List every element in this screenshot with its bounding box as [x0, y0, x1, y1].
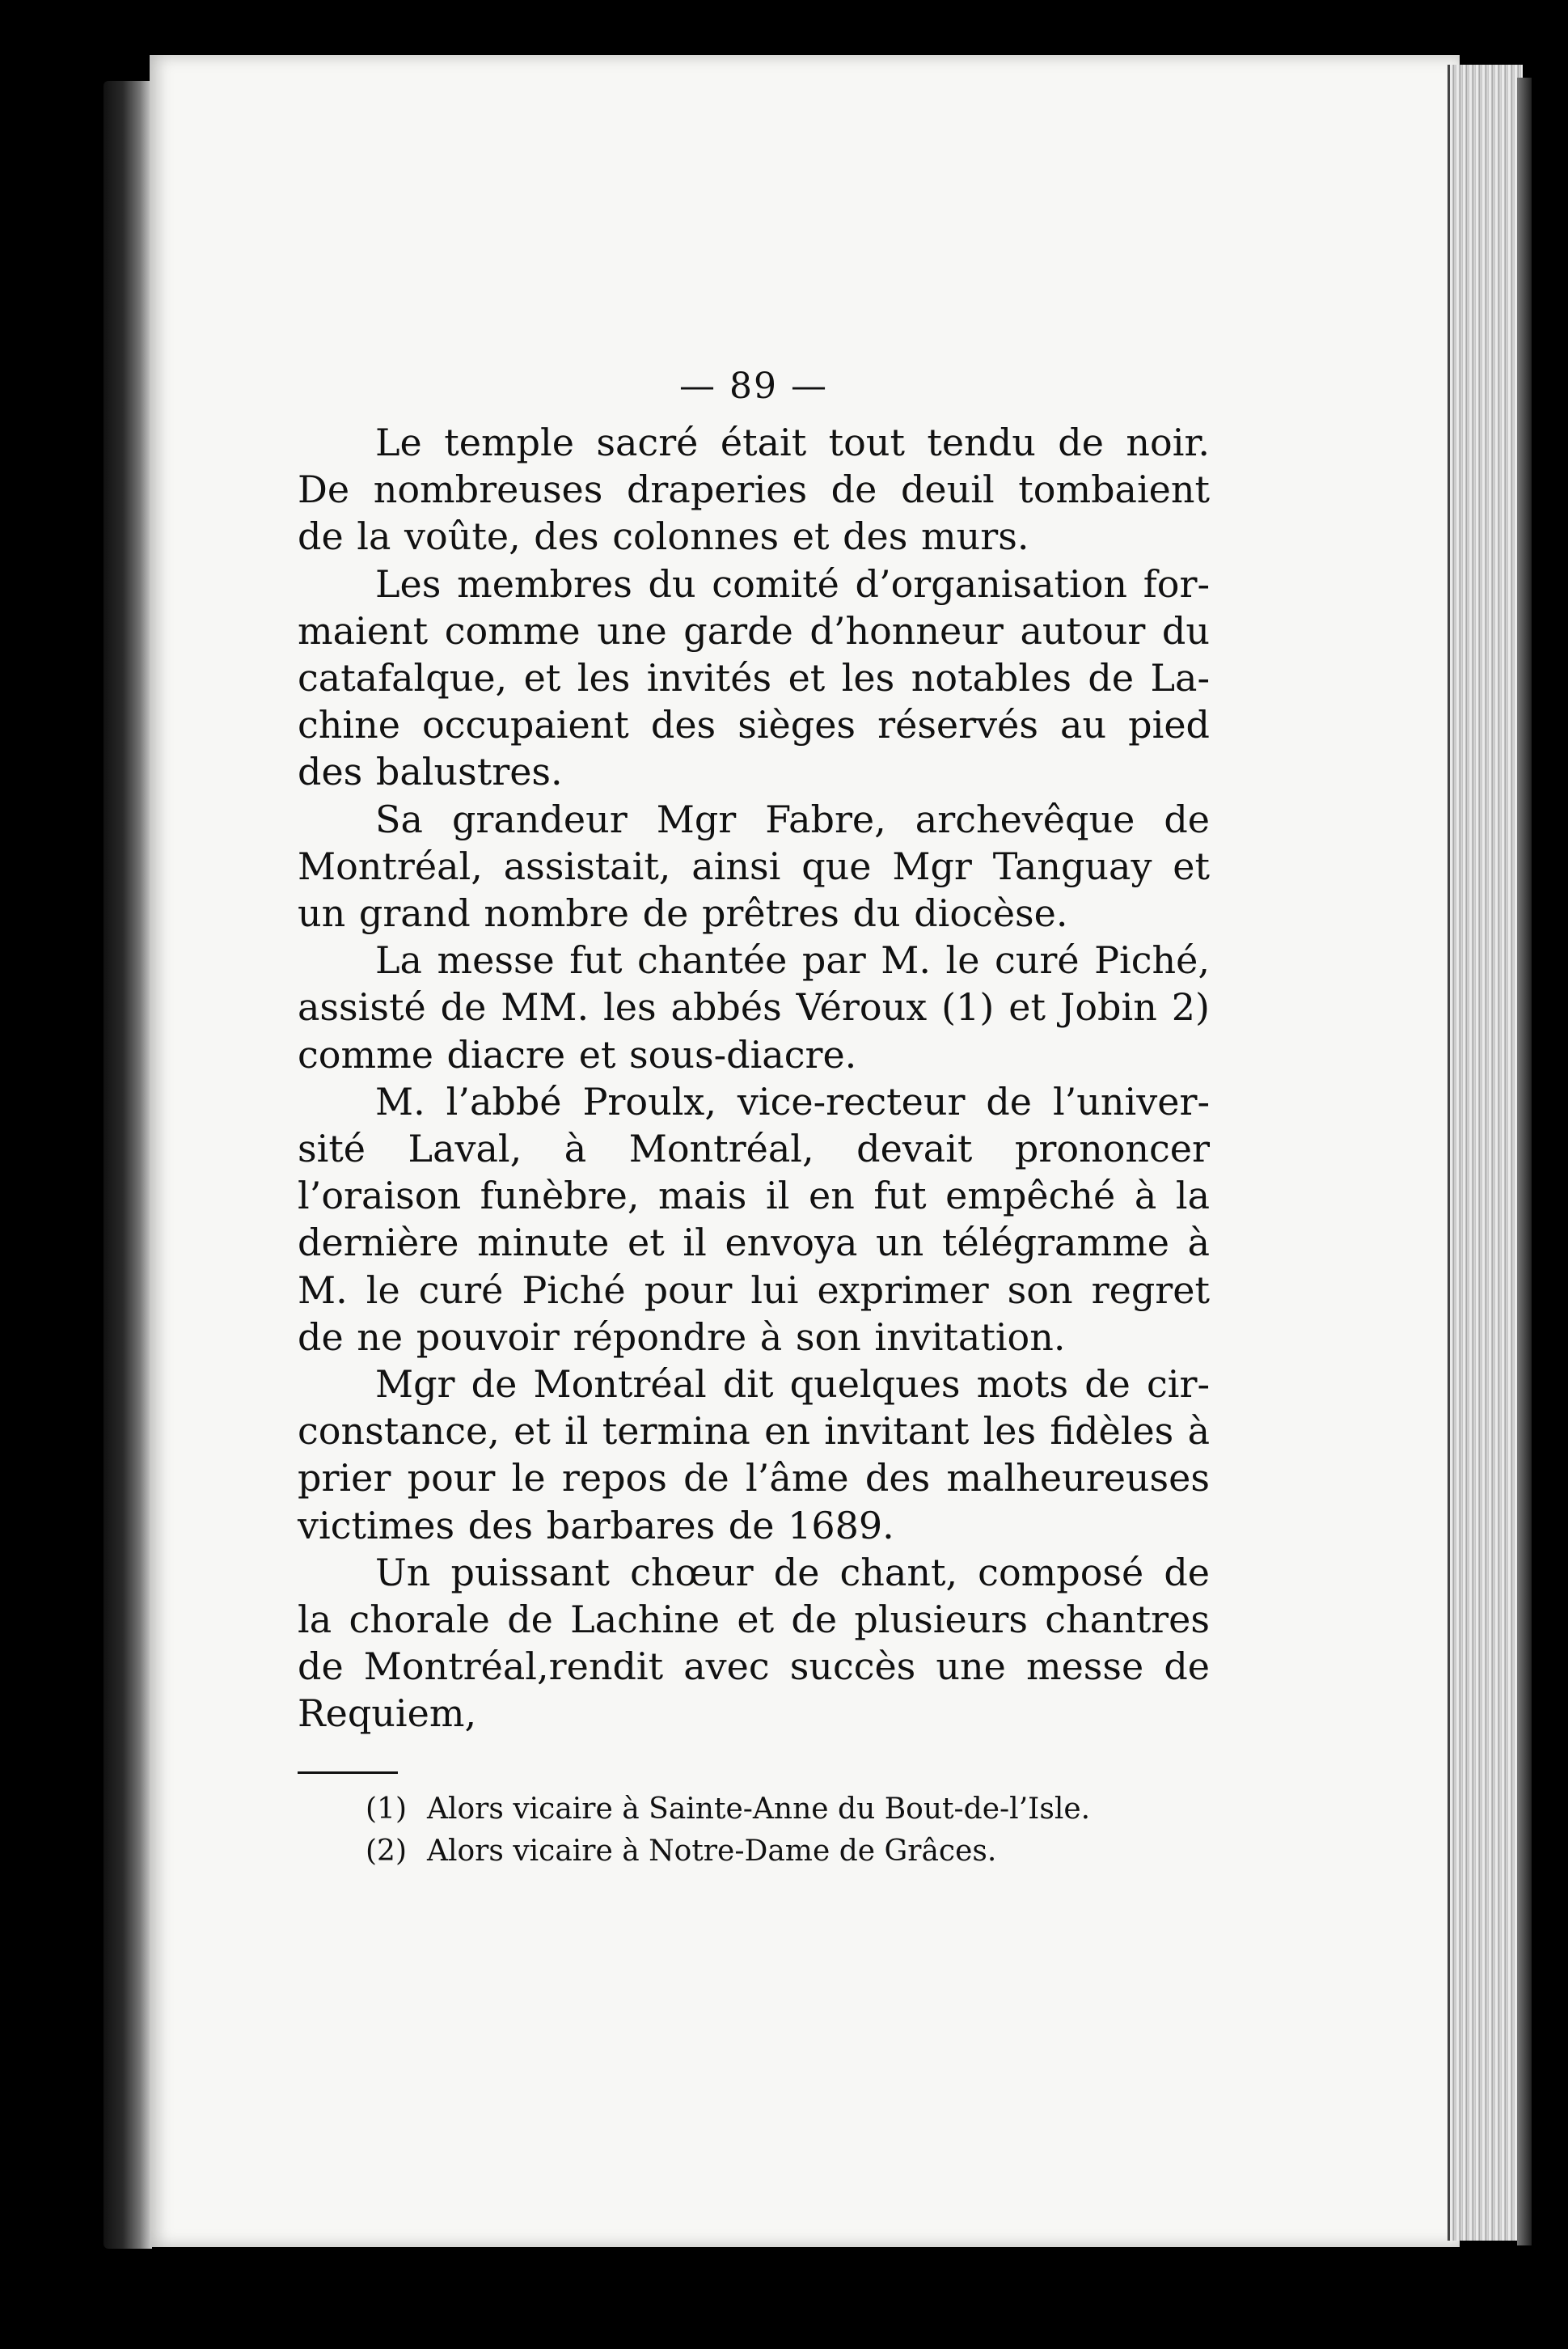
paragraph: Sa grandeur Mgr Fabre, archevêque de Montréal, assistait, ainsi que Mgr Tanguay et un grand nombre de prêtres du diocèse.: [298, 797, 1210, 936]
footnote-rule: [298, 1771, 398, 1774]
page-stack-edge: [1448, 65, 1523, 2241]
paragraph: Le temple sacré était tout tendu de noir. De nombreuses draperies de deuil tombaient de la voûte, des colonnes et des murs.: [298, 421, 1210, 559]
footnote: [298, 1831, 1210, 1873]
footnote-text: Alors vicaire à Sainte-Anne du Bout-de-l’Isle.: [427, 1792, 1091, 1826]
paragraph: Mgr de Montréal dit quelques mots de cir-constance, et il termina en invitant les fidèles à prier pour le repos de l’âme des malheureuses victimes des barbares de 1689.: [298, 1362, 1210, 1547]
footnote-text: Alors vicaire à Notre-Dame de Grâces.: [427, 1834, 997, 1868]
paragraph: M. l’abbé Proulx, vice-recteur de l’univer-sité Laval, à Montréal, devait prononcer l’oraison funèbre, mais il en fut empêché à la dernière minute et il envoya un télégramme à M. le curé Piché pour lui exprimer son regret de ne pouvoir répondre à son invitation.: [298, 1079, 1210, 1359]
page-number: — 89 —: [679, 366, 828, 407]
paragraph: Les membres du comité d’organisation for-maient comme une garde d’honneur autour du catafalque, et les invités et les notables de La-chine occupaient des sièges réservés au pied des balustres.: [298, 561, 1210, 794]
footnote-mark: (1): [366, 1792, 407, 1826]
text-block: [298, 354, 1210, 1873]
footnote: [298, 1788, 1210, 1831]
book-cover-edge: [1517, 78, 1532, 2245]
paragraph: Un puissant chœur de chant, composé de la chorale de Lachine et de plusieurs chantres de Montréal,rendit avec succès une messe de Requiem,: [298, 1550, 1210, 1736]
footnote-mark: (2): [366, 1834, 407, 1868]
book-spine: [104, 81, 152, 2249]
paragraph: La messe fut chantée par M. le curé Piché, assisté de MM. les abbés Véroux (1) et Jobin 2) comme diacre et sous-diacre.: [298, 938, 1210, 1077]
